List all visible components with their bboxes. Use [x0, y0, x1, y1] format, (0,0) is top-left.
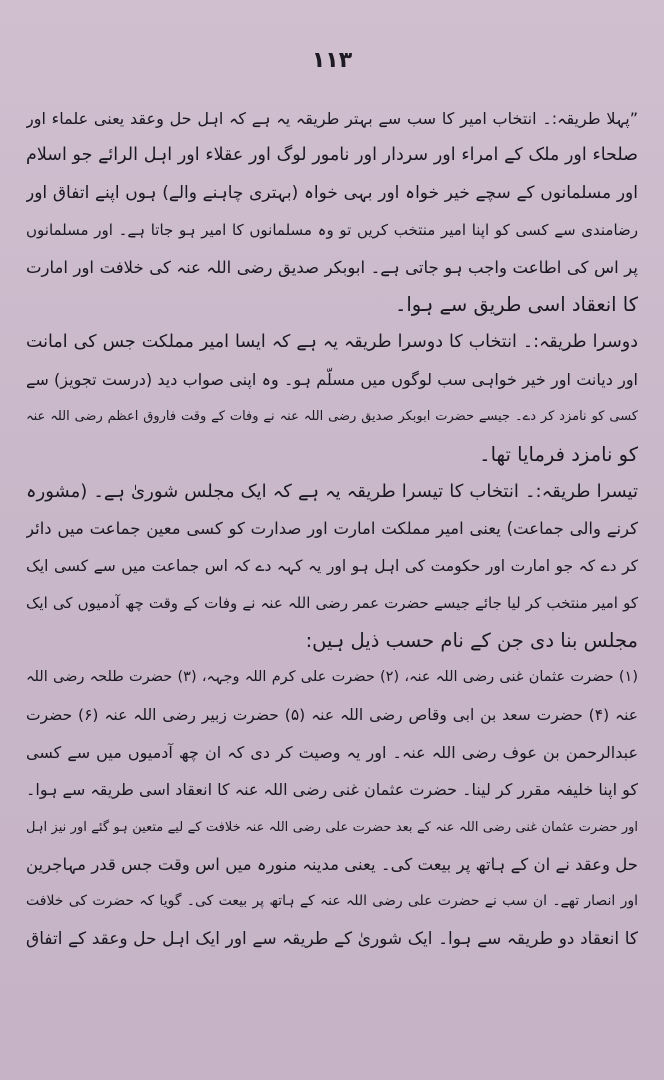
text-line: اور انصار تھے۔ ان سب نے حضرت علی رضی اللہ عنہ کے ہاتھ پر بیعت کی۔ گویا کہ حضرت کی خلافت: [26, 893, 638, 910]
text-line: صلحاء اور ملک کے امراء اور سردار اور نامور لوگ اور عقلاء اور اہل الرائے جو اسلام: [26, 145, 638, 166]
text-line: مجلس بنا دی جن کے نام حسب ذیل ہیں:: [305, 629, 638, 653]
text-line: عنہ (۴) حضرت سعد بن ابی وقاص رضی اللہ عنہ (۵) حضرت زبیر رضی اللہ عنہ (۶) حضرت: [26, 705, 638, 724]
text-line: (۱) حضرت عثمان غنی رضی اللہ عنہ، (۲) حضرت علی کرم اللہ وجہہ، (۳) حضرت طلحہ رضی اللہ: [26, 669, 638, 686]
text-line: کا انعقاد دو طریقہ سے ہوا۔ ایک شوریٰ کے طریقہ سے اور ایک اہل حل وعقد کے اتفاق: [26, 928, 638, 949]
text-line: تیسرا طریقہ:۔ انتخاب کا تیسرا طریقہ یہ ہے کہ ایک مجلس شوریٰ ہے۔ (مشورہ: [26, 480, 638, 502]
text-line: کو امیر منتخب کر لیا جائے جیسے حضرت عمر رضی اللہ عنہ نے وفات کے وقت چھ آدمیوں کی ایک: [26, 593, 638, 612]
text-line: حل وعقد نے ان کے ہاتھ پر بیعت کی۔ یعنی مدینہ منورہ میں اس وقت جس قدر مہاجرین: [26, 854, 638, 874]
text-line: کو نامزد فرمایا تھا۔: [479, 442, 638, 466]
text-line: کو اپنا خلیفہ مقرر کر لینا۔ حضرت عثمان غنی رضی اللہ عنہ کا انعقاد اسی طریقہ سے ہوا۔: [26, 780, 638, 800]
text-line: اور حضرت عثمان غنی رضی اللہ عنہ کے بعد حضرت علی رضی اللہ عنہ خلافت کے لیے متعین ہو گئے اور نیز اہل: [26, 819, 638, 835]
text-line: کر دے کہ جو امارت اور حکومت کی اہل ہو اور یہ کہہ دے کہ اس جماعت میں سے کسی ایک: [26, 556, 638, 575]
text-line: رضامندی سے کسی کو اپنا امیر منتخب کریں تو وہ مسلمانوں کا امیر ہو جاتا ہے۔ اور مسلمانوں: [26, 220, 638, 239]
text-line: اور مسلمانوں کے سچے خیر خواہ اور بہی خواہ (بہتری چاہنے والے) ہوں اپنے اتفاق اور: [26, 182, 638, 203]
text-line: پر اس کی اطاعت واجب ہو جاتی ہے۔ ابوبکر صدیق رضی اللہ عنہ کی خلافت اور امارت: [26, 258, 638, 278]
text-line: دوسرا طریقہ:۔ انتخاب کا دوسرا طریقہ یہ ہے کہ ایسا امیر مملکت جس کی امانت: [26, 331, 638, 352]
text-line: عبدالرحمن بن عوف رضی اللہ عنہ۔ اور یہ وصیت کر دی کہ ان چھ آدمیوں میں سے کسی: [26, 743, 638, 763]
page-number: ۱۱۳: [311, 48, 353, 73]
text-line: اور دیانت اور خیر خواہی سب لوگوں میں مسلّم ہو۔ وہ اپنی صواب دید (درست تجویز) سے: [26, 370, 638, 390]
text-line: کرنے والی جماعت) یعنی امیر مملکت امارت اور صدارت کو کسی معین جماعت میں دائر: [26, 519, 638, 539]
text-line: کا انعقاد اسی طریق سے ہوا۔: [394, 293, 638, 317]
text-line: کسی کو نامزد کر دے۔ جیسے حضرت ابوبکر صدیق رضی اللہ عنہ نے وفات کے وقت فاروق اعظم رضی اللہ عنہ: [26, 409, 638, 425]
body-text: [26, 100, 638, 958]
text-line: ”پہلا طریقہ:۔ انتخاب امیر کا سب سے بہتر طریقہ یہ ہے کہ اہل حل وعقد یعنی علماء اور: [26, 109, 638, 128]
